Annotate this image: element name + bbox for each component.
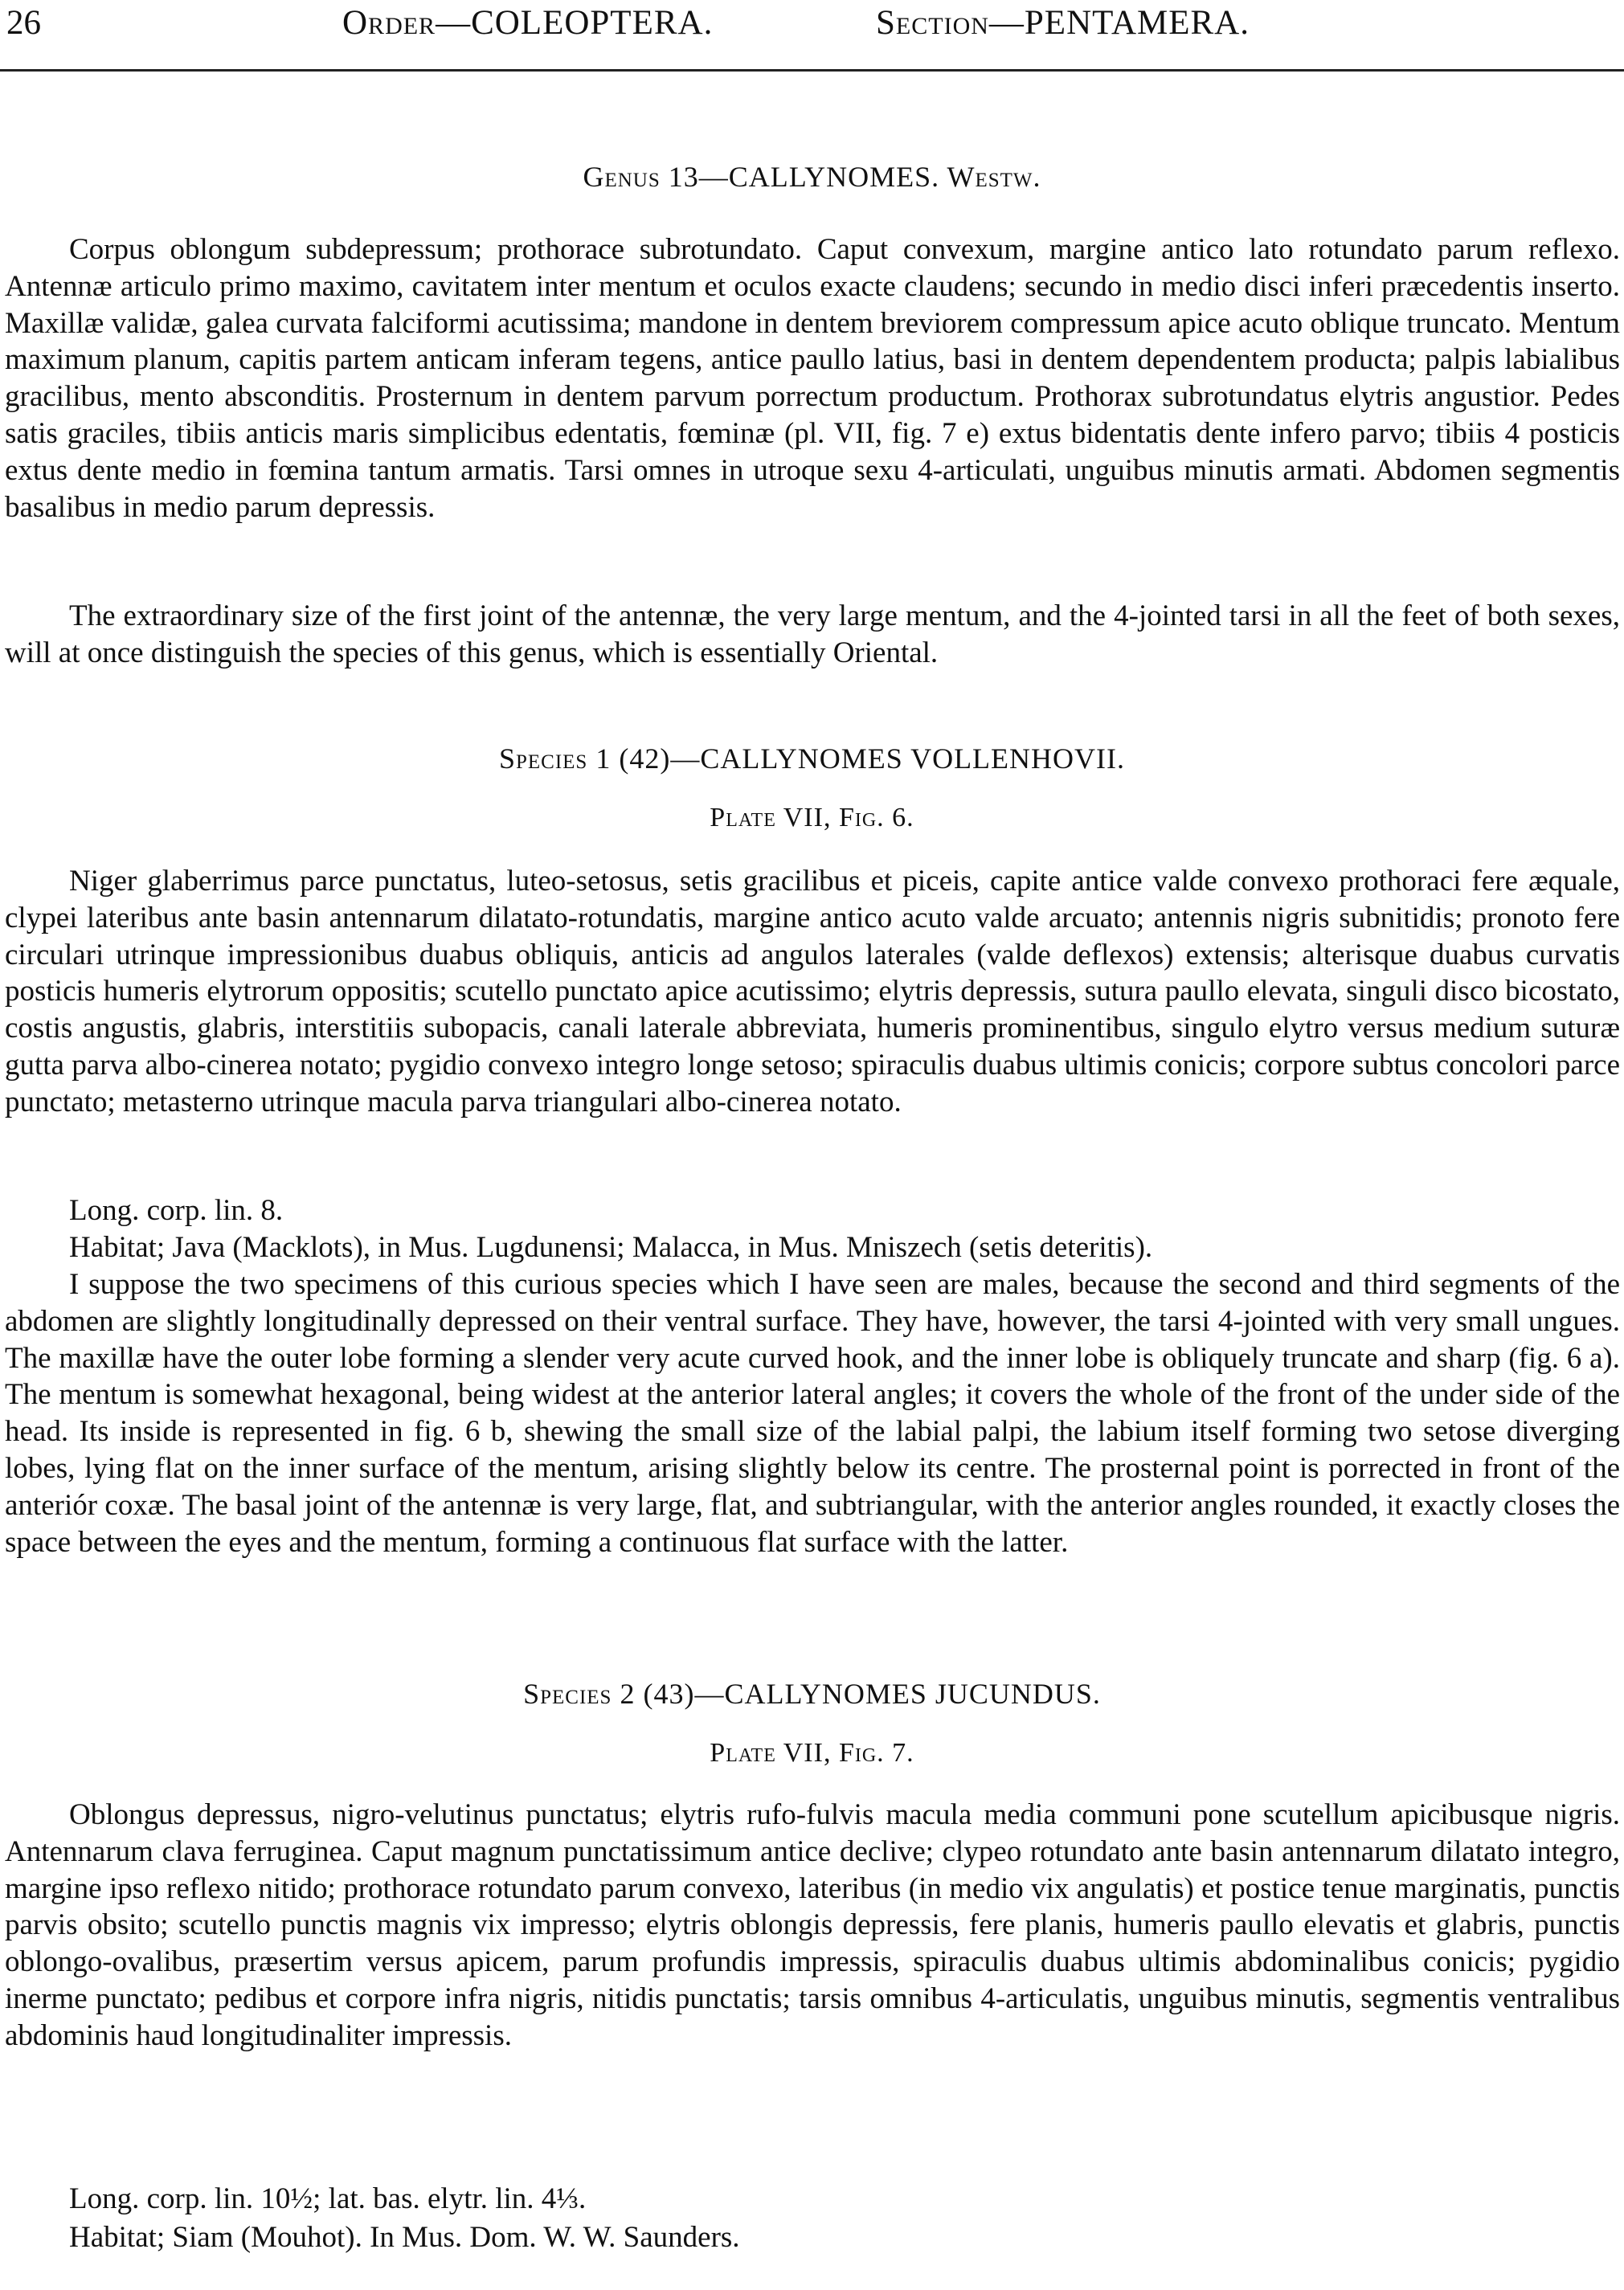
order-title: Order—COLEOPTERA. bbox=[342, 4, 714, 42]
species1-habitat: Habitat; Java (Macklots), in Mus. Lugdunensi; Malacca, in Mus. Mniszech (setis deteritis). bbox=[69, 1231, 1153, 1264]
species1-length: Long. corp. lin. 8. bbox=[69, 1194, 284, 1227]
genus-heading: Genus 13—CALLYNOMES. Westw. bbox=[583, 161, 1041, 193]
species2-length: Long. corp. lin. 10½; lat. bas. elytr. lin. 4⅓. bbox=[69, 2182, 587, 2215]
species2-description-latin: Oblongus depressus, nigro-velutinus punctatus; elytris rufo-fulvis macula media communi pone scutellum apicibusque nigris. Antennarum clava ferruginea. Caput magnum punctatissimum antice declive; clypeo rotundato ante basin antennarum dilatato integro, margine ipso reflexo nitido; prothorace rotundato parum convexo, lateribus (in medio vix angulatis) et postice tenue marginatis, punctis parvis obsito; scutello punctis magnis vix impresso; elytris oblongis depressis, fere planis, humeris paullo elevatis et glabris, punctis oblongo-ovalibus, præsertim versus apicem, parum profundis impressis, spiraculis duabus ultimis abdominalibus conicis; pygidio inerme punctato; pedibus et corpore infra nigris, nitidis punctatis; tarsis omnibus 4-articulatis, unguibus minutis, segmentis ventralibus abdominis haud longitudinaliter impressis. bbox=[5, 1798, 1620, 2052]
running-header bbox=[6, 0, 1614, 50]
genus-description-latin: Corpus oblongum subdepressum; prothorace subrotundato. Caput convexum, margine antico lato rotundato parum reflexo. Antennæ articulo primo maximo, cavitatem inter mentum et oculos exacte claudens; secundo in medio disci inferi præcedentis inserto. Maxillæ validæ, galea curvata falciformi acutissima; mandone in dentem breviorem compressum apice acuto oblique truncato. Mentum maximum planum, capitis partem anticam inferam tegens, antice paullo latius, basi in dentem dependentem producta; palpis labialibus gracilibus, mento absconditis. Prosternum in dentem parvum porrectum productum. Prothorax subrotundatus elytris angustior. Pedes satis graciles, tibiis anticis maris simplicibus edentatis, fœminæ (pl. VII, fig. 7 e) extus bidentatis dente infero parvo; tibiis 4 posticis extus dente medio in fœmina tantum armatis. Tarsi omnes in utroque sexu 4-articulati, unguibus minutis armati. Abdomen segmentis basalibus in medio parum depressis. bbox=[5, 233, 1620, 524]
species2-heading: Species 2 (43)—CALLYNOMES JUCUNDUS. bbox=[523, 1678, 1101, 1710]
species1-description-latin: Niger glaberrimus parce punctatus, luteo-setosus, setis gracilibus et piceis, capite antice valde convexo prothoraci fere æquale, clypei lateribus ante basin antennarum dilatato-rotundatis, margine antico acuto valde arcuato; antennis nigris subnitidis; pronoto fere circulari utrinque impressionibus duabus obliquis, anticis ad angulos laterales (valde deflexos) extensis; alterisque duabus curvatis posticis humeris elytrorum oppositis; scutello punctato apice acutissimo; elytris depressis, sutura paullo elevata, singuli disco bicostato, costis angustis, glabris, interstitiis subopacis, canali laterale abbreviata, humeris prominentibus, singulo elytro versus medium suturæ gutta parva albo-cinerea notato; pygidio convexo integro longe setoso; spiraculis duabus ultimis conicis; corpore subtus concolori parce punctato; metasterno utrinque macula parva triangulari albo-cinerea notato. bbox=[5, 865, 1620, 1118]
page-number: 26 bbox=[6, 4, 41, 42]
section-title: Section—PENTAMERA. bbox=[876, 4, 1250, 42]
species2-plate: Plate VII, Fig. 7. bbox=[710, 1738, 914, 1768]
species1-remarks: I suppose the two specimens of this curious species which I have seen are males, because the second and third segments of the abdomen are slightly longitudinally depressed on their ventral surface. They have, however, the tarsi 4-jointed with very small ungues. The maxillæ have the outer lobe forming a slender very acute curved hook, and the inner lobe is obliquely truncate and sharp (fig. 6 a). The mentum is somewhat hexagonal, being widest at the anterior lateral angles; it covers the whole of the front of the under side of the head. Its inside is represented in fig. 6 b, shewing the small size of the labial palpi, the labium itself forming two setose diverging lobes, lying flat on the inner surface of the mentum, arising slightly below its centre. The prosternal point is porrected in front of the anteriór coxæ. The basal joint of the antennæ is very large, flat, and subtriangular, with the anterior angles rounded, it exactly closes the space between the eyes and the mentum, forming a continuous flat surface with the latter. bbox=[5, 1268, 1620, 1559]
species1-heading: Species 1 (42)—CALLYNOMES VOLLENHOVII. bbox=[498, 742, 1126, 775]
species1-plate: Plate VII, Fig. 6. bbox=[710, 803, 914, 832]
genus-description-english: The extraordinary size of the first joint of the antennæ, the very large mentum, and the 4-jointed tarsi in all the feet of both sexes, will at once distinguish the species of this genus, which is essentially Oriental. bbox=[5, 599, 1620, 669]
header-rule bbox=[0, 69, 1624, 72]
species2-habitat: Habitat; Siam (Mouhot). In Mus. Dom. W. W. Saunders. bbox=[69, 2221, 740, 2254]
